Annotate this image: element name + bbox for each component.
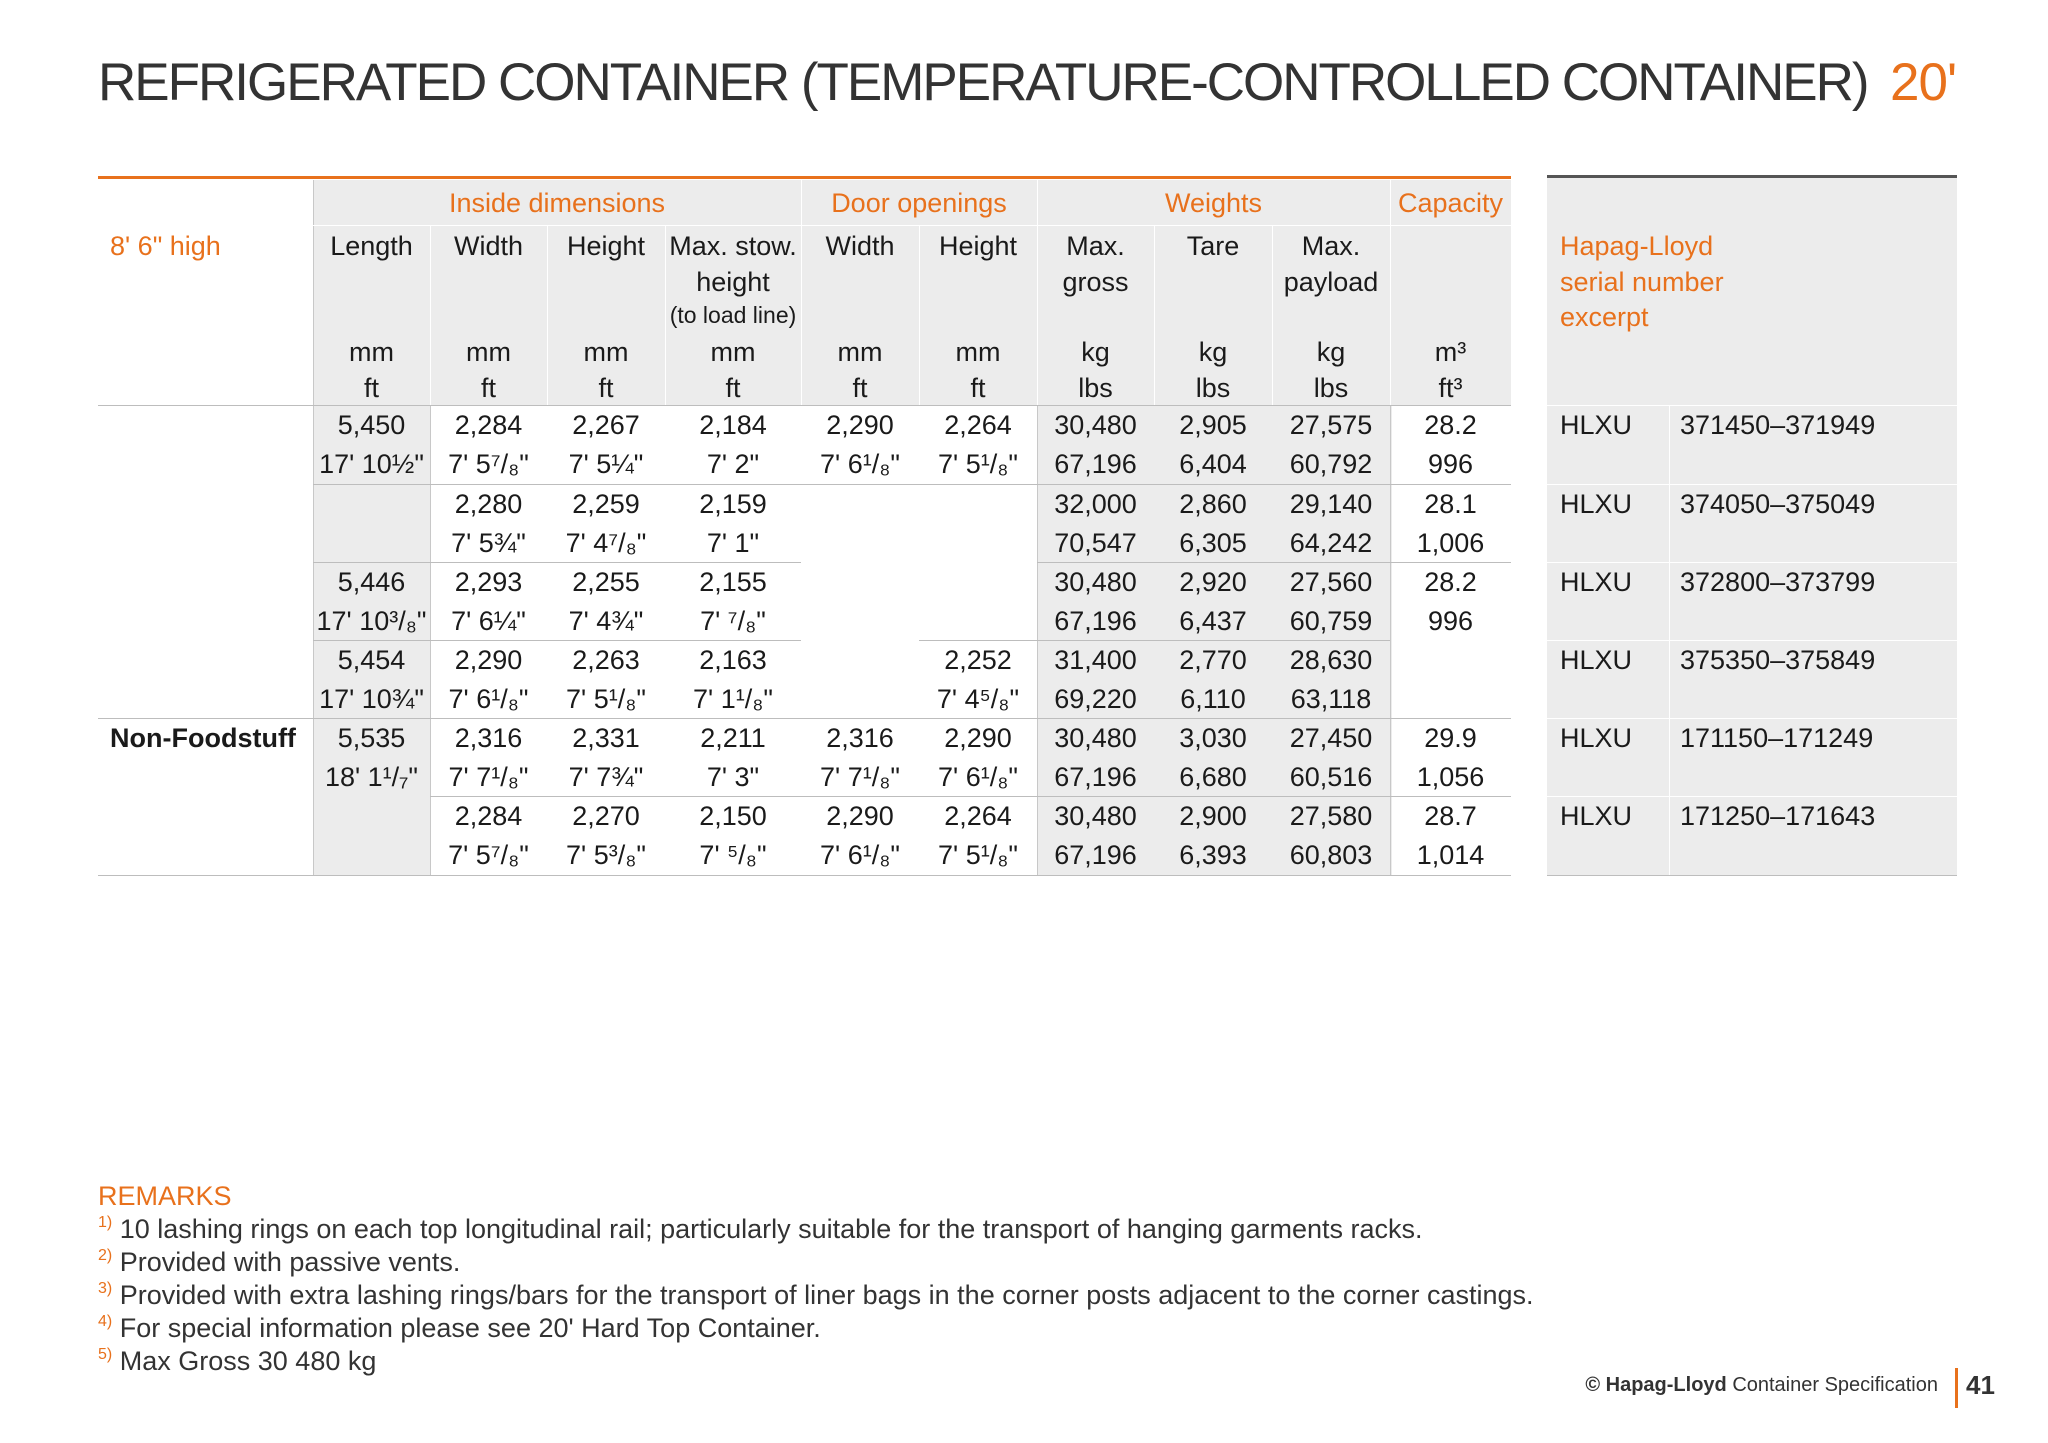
cell-door-width: 7' 7¹/₈" xyxy=(820,762,900,792)
container-size: 20' xyxy=(1890,53,1957,112)
cell-max-gross: 32,000 xyxy=(1054,489,1137,519)
cell-height: 2,331 xyxy=(572,723,640,753)
cell-height: 2,263 xyxy=(572,645,640,675)
cell-capacity: 29.9 xyxy=(1424,723,1477,753)
cell-height: 7' 5³/₈" xyxy=(566,840,646,870)
unit-mm: mm xyxy=(466,337,511,367)
cell-max-stow-height: 7' ⁵/₈" xyxy=(699,840,767,870)
serial-prefix: HLXU xyxy=(1560,489,1633,519)
cell-max-gross: 30,480 xyxy=(1054,801,1137,831)
rule xyxy=(98,875,1511,876)
cell-door-width: 2,290 xyxy=(826,410,894,440)
cell-door-height: 2,264 xyxy=(944,801,1012,831)
cell-max-stow-height: 7' 2" xyxy=(706,449,760,479)
cell-door-width: 7' 6¹/₈" xyxy=(820,840,900,870)
cell-max-payload: 27,560 xyxy=(1289,567,1373,597)
remark-text: 10 lashing rings on each top longitudinal rail; particularly suitable for the transport of hanging garments racks. xyxy=(119,1214,1423,1244)
serial-prefix: HLXU xyxy=(1560,723,1633,753)
unit-kg: kg xyxy=(1198,337,1228,367)
row-label-non-foodstuff: Non-Foodstuff xyxy=(110,723,296,753)
cell-door-height: 2,290 xyxy=(944,723,1012,753)
cell-max-stow-height: 2,211 xyxy=(700,723,766,753)
cell-width: 2,290 xyxy=(454,645,523,675)
cell-door-width: 7' 6¹/₈" xyxy=(820,449,900,479)
cell-capacity: 28.1 xyxy=(1424,489,1477,519)
cell-max-stow-height: 2,150 xyxy=(699,801,767,831)
cell-tare: 2,905 xyxy=(1179,410,1247,440)
cell-max-gross: 70,547 xyxy=(1054,528,1137,558)
col-length: Length xyxy=(330,231,413,261)
rule xyxy=(313,225,1511,226)
cell-capacity: 1,056 xyxy=(1416,762,1485,792)
cell-width: 7' 5⁷/₈" xyxy=(448,449,529,479)
cell-door-height: 7' 5¹/₈" xyxy=(938,449,1018,479)
cell-width: 2,316 xyxy=(454,723,523,753)
cell-door-height: 2,264 xyxy=(944,410,1012,440)
col-maxstow-2: height xyxy=(696,267,770,297)
cell-length: 5,450 xyxy=(337,410,406,440)
cell-tare: 6,437 xyxy=(1179,606,1247,636)
col-max-gross-2: gross xyxy=(1062,267,1129,297)
cell-tare: 2,920 xyxy=(1179,567,1247,597)
page-number-bar xyxy=(1955,1368,1958,1408)
cell-capacity: 996 xyxy=(1427,606,1474,636)
serial-prefix: HLXU xyxy=(1560,801,1633,831)
unit-mm: mm xyxy=(955,337,1001,367)
cell-door-width: 2,316 xyxy=(826,723,894,753)
cell-width: 2,293 xyxy=(454,567,523,597)
remark-text: Max Gross 30 480 kg xyxy=(119,1346,377,1376)
cell-height: 2,270 xyxy=(572,801,640,831)
cell-max-gross: 30,480 xyxy=(1054,723,1137,753)
cell-tare: 2,900 xyxy=(1179,801,1247,831)
cell-length: 5,535 xyxy=(337,723,406,753)
cell-max-gross: 30,480 xyxy=(1054,567,1137,597)
unit-mm: mm xyxy=(837,337,883,367)
page-title: REFRIGERATED CONTAINER (TEMPERATURE-CONTROLLED CONTAINER) xyxy=(98,53,1868,112)
cell-length: 18' 1¹/₇" xyxy=(324,762,419,792)
footer-brand: © Hapag-Lloyd xyxy=(1585,1374,1727,1396)
remark-item xyxy=(98,1246,1534,1279)
col-max-gross: Max. xyxy=(1066,231,1125,261)
remark-item xyxy=(98,1279,1534,1312)
serial-header-2: serial number xyxy=(1560,267,1724,297)
remark-item xyxy=(98,1312,1534,1345)
cell-length: 5,454 xyxy=(337,645,406,675)
cell-max-stow-height: 2,184 xyxy=(699,410,767,440)
cell-max-gross: 67,196 xyxy=(1054,840,1137,870)
cell-max-payload: 29,140 xyxy=(1289,489,1373,519)
unit-ft: ft xyxy=(725,373,741,403)
cell-capacity: 28.7 xyxy=(1424,801,1477,831)
cell-max-payload: 27,575 xyxy=(1289,410,1373,440)
serial-range: 171150–171249 xyxy=(1680,723,1874,753)
serial-range: 171250–171643 xyxy=(1680,801,1876,831)
cell-tare: 6,680 xyxy=(1179,762,1247,792)
serial-range: 371450–371949 xyxy=(1680,410,1876,440)
serial-range: 375350–375849 xyxy=(1680,645,1876,675)
cell-length: 17' 10¾" xyxy=(319,684,424,714)
remarks-list xyxy=(98,1213,1534,1378)
unit-mm: mm xyxy=(349,337,394,367)
unit-ft: ft xyxy=(480,373,496,403)
remark-text: For special information please see 20' Hard Top Container. xyxy=(119,1313,821,1343)
cell-width: 7' 5¾" xyxy=(451,528,526,558)
remark-number: 1) xyxy=(98,1214,113,1231)
cell-max-stow-height: 7' ⁷/₈" xyxy=(700,606,766,636)
cell-max-payload: 60,516 xyxy=(1289,762,1373,792)
cell-height: 2,259 xyxy=(572,489,640,519)
unit-ft3: ft³ xyxy=(1438,373,1463,403)
cell-capacity: 28.2 xyxy=(1424,410,1477,440)
cell-tare: 3,030 xyxy=(1179,723,1247,753)
group-inside-dimensions: Inside dimensions xyxy=(448,188,666,218)
remark-number: 5) xyxy=(98,1346,113,1363)
footer-doc: Container Specification xyxy=(1732,1374,1938,1396)
serial-top-rule xyxy=(1547,175,1957,178)
cell-height: 7' 5¼" xyxy=(568,449,644,479)
cell-max-payload: 28,630 xyxy=(1289,645,1373,675)
unit-ft: ft xyxy=(970,373,986,403)
serial-prefix: HLXU xyxy=(1560,567,1633,597)
cell-height: 7' 7¾" xyxy=(568,762,644,792)
cell-door-height: 2,252 xyxy=(944,645,1012,675)
remark-number: 2) xyxy=(98,1247,113,1264)
cell-max-payload: 27,450 xyxy=(1289,723,1373,753)
unit-lbs: lbs xyxy=(1078,373,1113,403)
col-width: Width xyxy=(453,231,524,261)
rule xyxy=(1547,875,1957,876)
cell-tare: 2,770 xyxy=(1179,645,1247,675)
cell-height: 2,267 xyxy=(572,410,640,440)
cell-capacity: 996 xyxy=(1427,449,1474,479)
serial-header-1: Hapag-Lloyd xyxy=(1560,231,1714,261)
col-max-payload-2: payload xyxy=(1283,267,1379,297)
serial-prefix: HLXU xyxy=(1560,645,1633,675)
cell-tare: 6,404 xyxy=(1179,449,1247,479)
cell-max-gross: 67,196 xyxy=(1054,762,1137,792)
col-maxstow: Max. stow. xyxy=(669,231,797,261)
remarks xyxy=(98,1180,1534,1378)
remark-item xyxy=(98,1213,1534,1246)
cell-tare: 6,393 xyxy=(1179,840,1247,870)
cell-height: 7' 4¾" xyxy=(568,606,644,636)
unit-lbs: lbs xyxy=(1313,373,1349,403)
cell-length: 17' 10½" xyxy=(319,449,424,479)
cell-capacity: 28.2 xyxy=(1424,567,1477,597)
remark-text: Provided with passive vents. xyxy=(119,1247,461,1277)
col-height: Height xyxy=(566,231,646,261)
remark-item xyxy=(98,1345,1534,1378)
cell-max-stow-height: 7' 1¹/₈" xyxy=(693,684,773,714)
cell-tare: 2,860 xyxy=(1179,489,1247,519)
table-top-rule xyxy=(98,176,1511,179)
cell-max-payload: 60,759 xyxy=(1289,606,1373,636)
serial-range: 374050–375049 xyxy=(1680,489,1876,519)
row-label-8-6-high: 8' 6" high xyxy=(110,231,221,261)
cell-width: 2,284 xyxy=(454,801,523,831)
cell-length: 5,446 xyxy=(337,567,406,597)
serial-range: 372800–373799 xyxy=(1680,567,1876,597)
cell-capacity: 1,006 xyxy=(1416,528,1485,558)
cell-width: 7' 7¹/₈" xyxy=(448,762,529,792)
group-door-openings: Door openings xyxy=(831,188,1007,218)
group-weights: Weights xyxy=(1164,188,1263,218)
cell-height: 7' 4⁷/₈" xyxy=(565,528,647,558)
cell-length: 17' 10³/₈" xyxy=(316,606,427,636)
unit-mm: mm xyxy=(583,337,629,367)
col-door-height: Height xyxy=(938,231,1018,261)
serial-prefix: HLXU xyxy=(1560,410,1633,440)
cell-max-gross: 67,196 xyxy=(1054,606,1137,636)
remark-number: 3) xyxy=(98,1280,113,1297)
cell-max-stow-height: 2,159 xyxy=(699,489,767,519)
unit-lbs: lbs xyxy=(1195,373,1231,403)
cell-tare: 6,305 xyxy=(1179,528,1247,558)
unit-ft: ft xyxy=(852,373,868,403)
cell-width: 7' 5⁷/₈" xyxy=(448,840,529,870)
cell-max-payload: 63,118 xyxy=(1290,684,1372,714)
cell-max-gross: 67,196 xyxy=(1054,449,1137,479)
cell-max-payload: 64,242 xyxy=(1289,528,1373,558)
unit-m3: m³ xyxy=(1434,337,1467,367)
unit-ft: ft xyxy=(363,373,379,403)
cell-width: 7' 6¼" xyxy=(451,606,526,636)
cell-height: 7' 5¹/₈" xyxy=(566,684,646,714)
col-maxstow-3: (to load line) xyxy=(669,302,797,328)
cell-max-stow-height: 7' 1" xyxy=(706,528,760,558)
group-capacity: Capacity xyxy=(1397,188,1504,218)
cell-max-stow-height: 2,163 xyxy=(699,645,767,675)
cell-door-height: 7' 6¹/₈" xyxy=(938,762,1018,792)
cell-width: 7' 6¹/₈" xyxy=(448,684,529,714)
footer xyxy=(1585,1374,1938,1397)
cell-width: 2,280 xyxy=(454,489,523,519)
page-number: 41 xyxy=(1966,1370,1995,1400)
cell-door-height: 7' 5¹/₈" xyxy=(938,840,1018,870)
unit-kg: kg xyxy=(1316,337,1346,367)
cell-max-gross: 30,480 xyxy=(1054,410,1137,440)
cell-capacity: 1,014 xyxy=(1416,840,1485,870)
col-door-width: Width xyxy=(825,231,895,261)
cell-height: 2,255 xyxy=(572,567,640,597)
cell-door-height: 7' 4⁵/₈" xyxy=(936,684,1020,714)
cell-max-stow-height: 2,155 xyxy=(699,567,767,597)
cell-max-stow-height: 7' 3" xyxy=(706,762,760,792)
unit-ft: ft xyxy=(598,373,614,403)
unit-kg: kg xyxy=(1081,337,1110,367)
cell-max-gross: 31,400 xyxy=(1054,645,1137,675)
col-max-payload: Max. xyxy=(1301,231,1361,261)
remark-number: 4) xyxy=(98,1313,113,1330)
unit-mm: mm xyxy=(710,337,756,367)
col-tare: Tare xyxy=(1186,231,1240,261)
cell-max-payload: 60,803 xyxy=(1289,840,1373,870)
cell-width: 2,284 xyxy=(454,410,523,440)
cell-max-gross: 69,220 xyxy=(1054,684,1137,714)
remarks-title: REMARKS xyxy=(98,1181,232,1211)
remark-text: Provided with extra lashing rings/bars for the transport of liner bags in the corner posts adjacent to the corner castings. xyxy=(119,1280,1534,1310)
cell-tare: 6,110 xyxy=(1180,684,1246,714)
serial-header-3: excerpt xyxy=(1560,302,1649,332)
cell-max-payload: 60,792 xyxy=(1289,449,1373,479)
cell-max-payload: 27,580 xyxy=(1289,801,1373,831)
cell-door-width: 2,290 xyxy=(826,801,894,831)
